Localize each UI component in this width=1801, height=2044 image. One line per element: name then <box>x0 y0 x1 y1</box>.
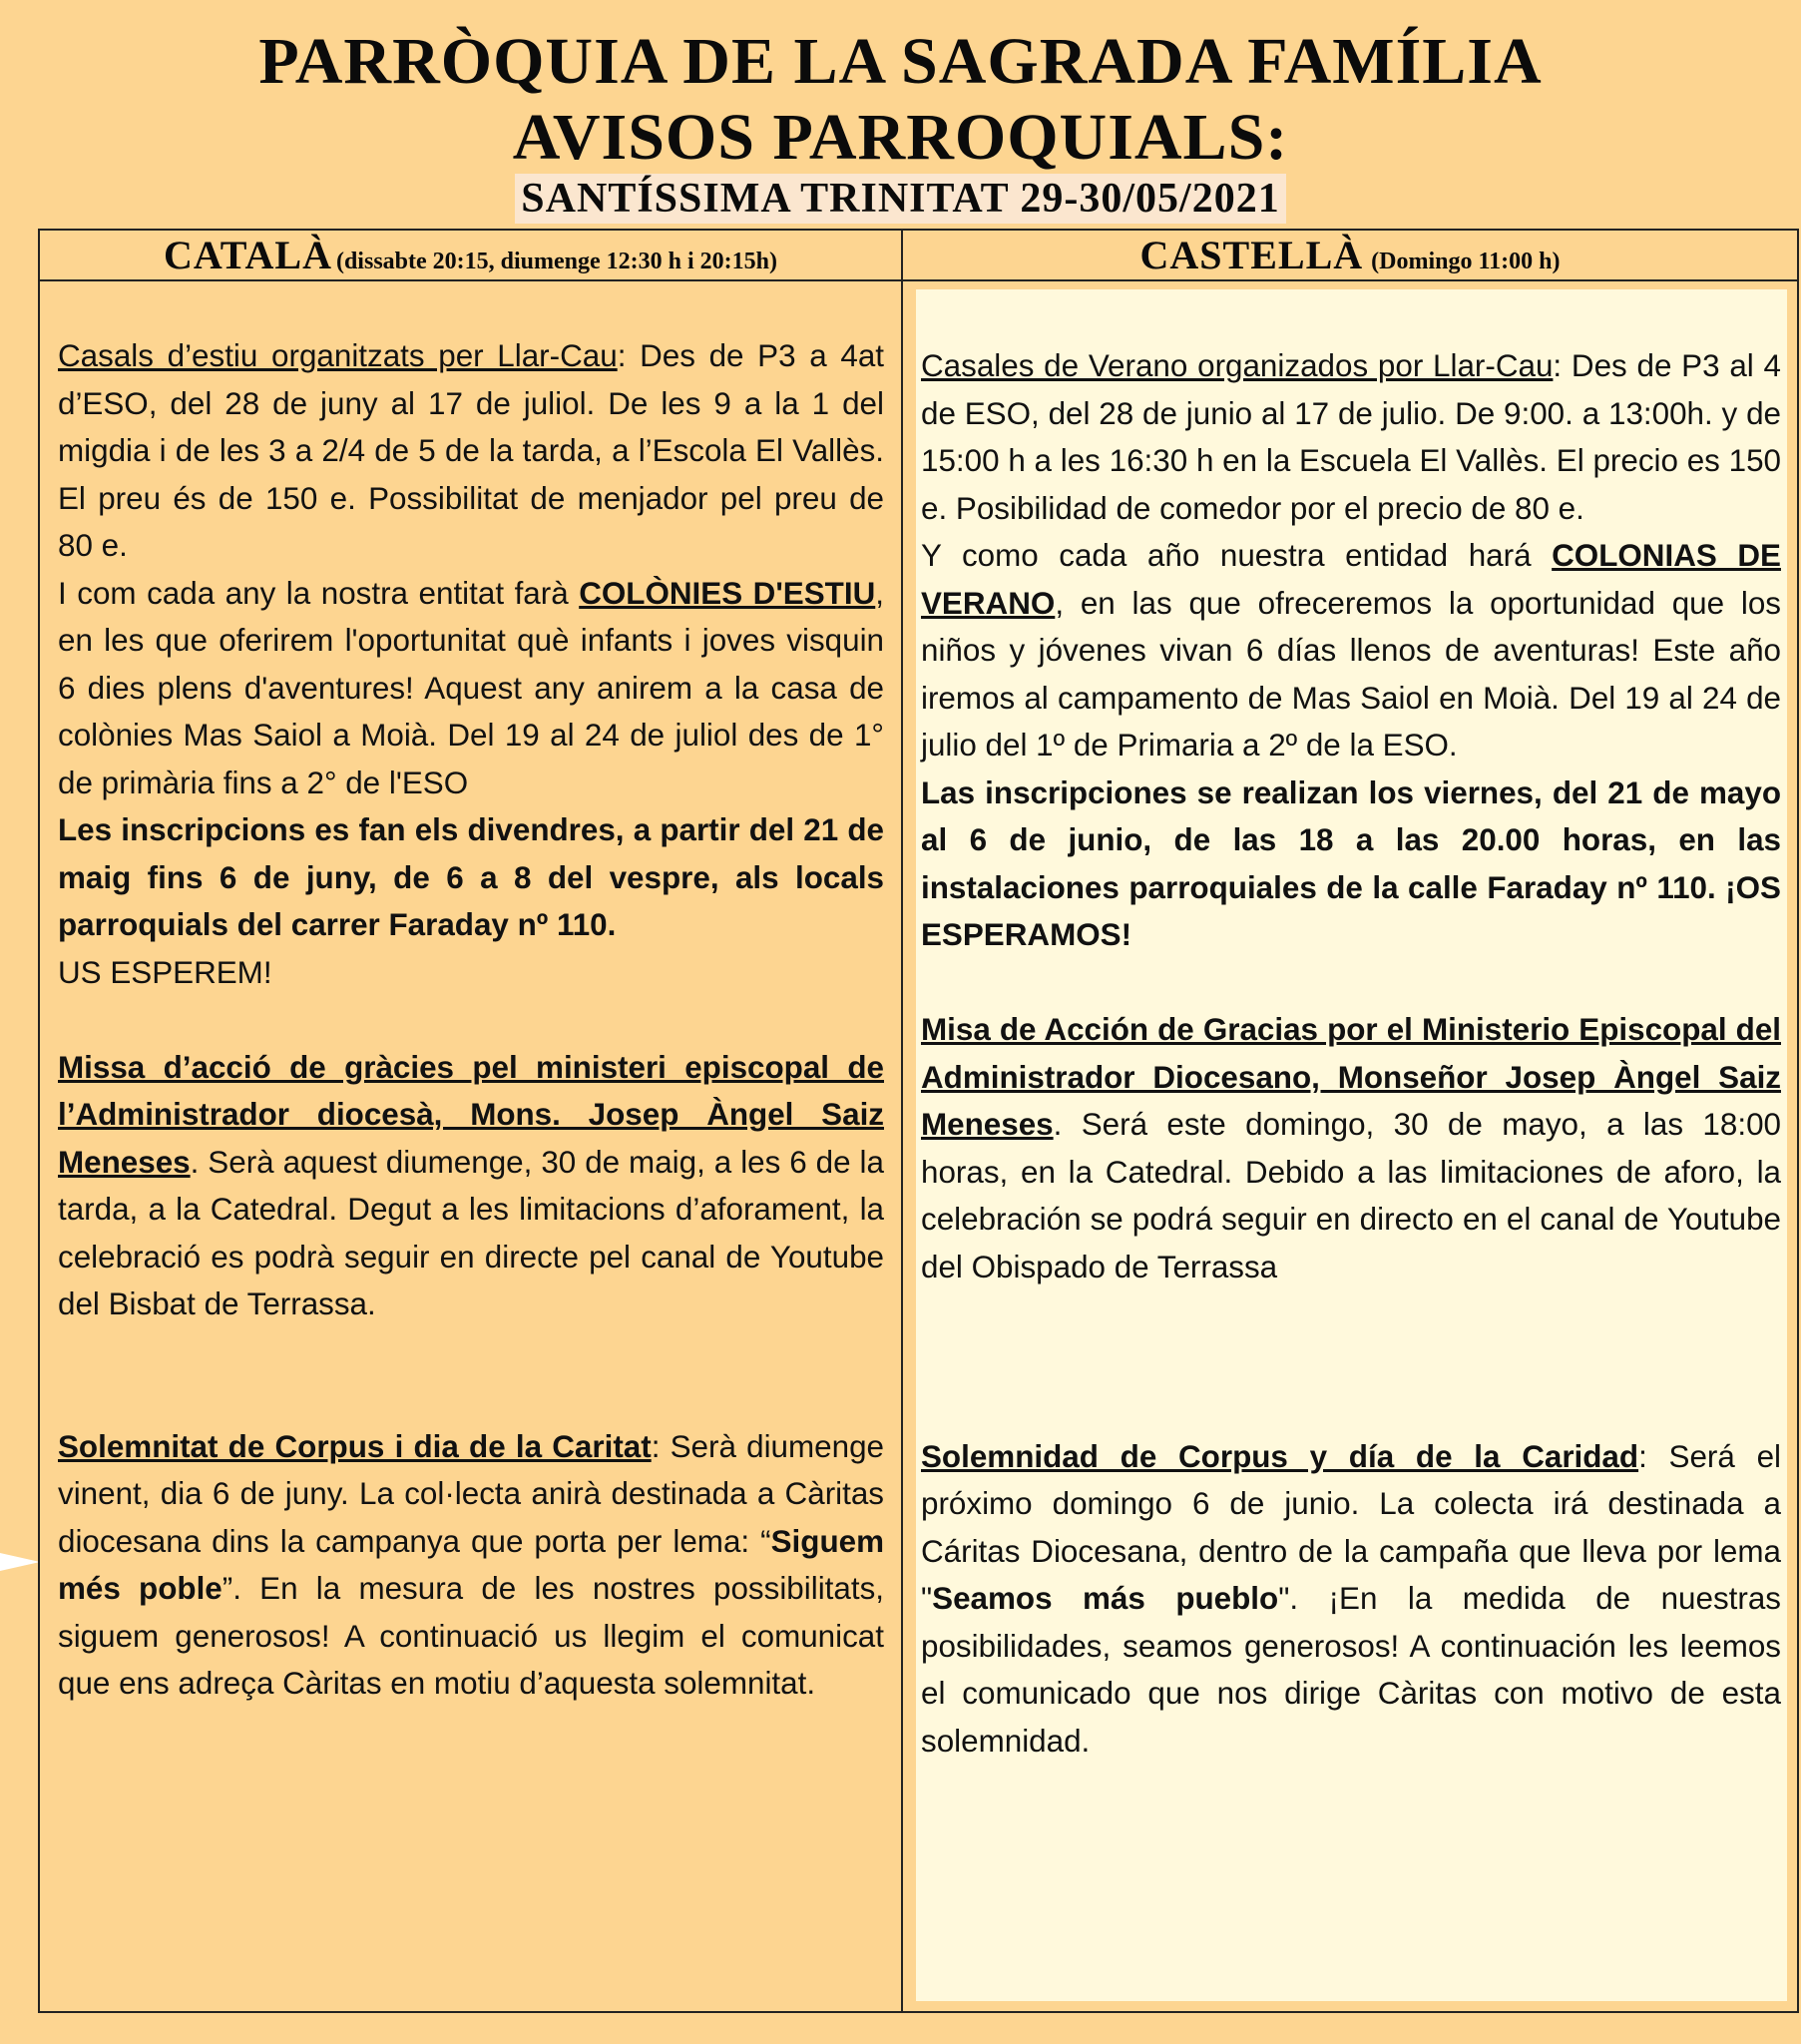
casales-title: Casales de Verano organizados por Llar-Cau <box>921 348 1554 383</box>
colonies-notice <box>58 570 884 807</box>
casals-body: : Des de P3 a 4at d’ESO, del 28 de juny al 17 de juliol. De les 9 a la 1 del migdia i de les 3 a 2/4 de 5 de la tarda, a l’Escola El Vallès. El preu és de 150 e. Possibilitat de menjador pel preu de 80 e. <box>58 338 884 563</box>
corpus-notice <box>58 1423 884 1708</box>
corpus-body-start: : Serà diumenge vinent, dia 6 de juny. La col·lecta anirà destinada a Càritas diocesana dins la campanya que porta per lema: “ <box>58 1428 884 1559</box>
corpus-es-body-start: : Será el próximo domingo 6 de junio. La colecta irá destinada a Cáritas Diocesana, dentro de la campaña que lleva por lema " <box>921 1438 1781 1616</box>
colonies-body: , en les que oferirem l'oportunitat què infants i joves visquin 6 dies plens d'aventures! Aquest any anirem a la casa de colònies Mas Saiol a Moià. Del 19 al 24 de juliol des de 1° de primària fins a 2° de l'ESO <box>58 575 884 800</box>
colonies-title: COLÒNIES D'ESTIU <box>579 575 876 611</box>
spacer <box>58 996 884 1044</box>
catalan-heading: CATALÀ <box>164 233 332 277</box>
missa-body: . Serà aquest diumenge, 30 de maig, a les 6 de la tarda, a la Catedral. Degut a les limitacions d’aforament, la celebració es podrà seguir en directe pel canal de Youtube del Bisbat de Terrassa. <box>58 1144 884 1321</box>
catalan-schedule: (dissabte 20:15, diumenge 12:30 h i 20:15h) <box>335 249 777 274</box>
page-title: PARRÒQUIA DE LA SAGRADA FAMÍLIA <box>258 25 1543 98</box>
casales-notice <box>921 342 1781 532</box>
casals-title: Casals d’estiu organitzats per Llar-Cau <box>58 338 618 373</box>
catalan-column <box>58 332 884 1708</box>
decorative-arrow-shape <box>0 1553 40 1571</box>
colonias-notice <box>921 532 1781 769</box>
catalan-column-header <box>40 231 901 279</box>
colonies-intro: I com cada any la nostra entitat farà <box>58 575 580 611</box>
missa-title: Missa d’acció de gràcies pel ministeri episcopal de l’Administrador diocesà, Mons. Josep Àngel Saiz Meneses <box>58 1049 884 1180</box>
corpus-motto: Siguem més poble <box>58 1523 884 1606</box>
spacer <box>58 1328 884 1376</box>
date-banner: SANTÍSSIMA TRINITAT 29-30/05/2021 <box>515 174 1285 224</box>
colonias-intro: Y como cada año nuestra entidad hará <box>921 538 1553 573</box>
misa-title: Misa de Acción de Gracias por el Ministerio Episcopal del Administrador Diocesano, Monseñor Josep Àngel Saiz Meneses <box>921 1012 1781 1142</box>
spacer <box>58 1375 884 1423</box>
date-banner-wrap <box>0 174 1801 224</box>
inscripciones-text: Las inscripciones se realizan los viernes, del 21 de mayo al 6 de junio, de las 18 a las 20.00 horas, en las instalaciones parroquiales de la calle Faraday nº 110. ¡OS ESPERAMOS! <box>921 774 1781 952</box>
casales-body: : Des de P3 al 4 de ESO, del 28 de junio al 17 de julio. De 9:00. a 13:00h. y de 15:00 h a les 16:30 h en la Escuela El Vallès. El precio es 150 e. Posibilidad de comedor por el precio de 80 e. <box>921 348 1781 526</box>
corpus-body-end: ”. En la mesura de les nostres possibilitats, siguem generosos! A continuació us llegim el comunicat que ens adreça Càritas en motiu d’aquesta solemnitat. <box>58 1571 884 1701</box>
inscriptions-text: Les inscripcions es fan els divendres, a partir del 21 de maig fins 6 de juny, de 6 a 8 del vespre, als locals parroquials del carrer Faraday nº 110. <box>58 812 884 942</box>
corpus-es-title: Solemnidad de Corpus y día de la Caridad <box>921 1438 1639 1474</box>
spacer <box>921 1385 1781 1433</box>
column-divider <box>901 229 903 2013</box>
spacer <box>921 1338 1781 1386</box>
closing-text: US ESPEREM! <box>58 954 272 990</box>
page-subtitle: AVISOS PARROQUIALS: <box>512 101 1289 174</box>
inscripciones-notice <box>921 769 1781 959</box>
spanish-heading: CASTELLÀ <box>1139 233 1364 277</box>
spanish-schedule: (Domingo 11:00 h) <box>1371 249 1561 274</box>
corpus-title: Solemnitat de Corpus i dia de la Caritat <box>58 1428 652 1464</box>
inscriptions-notice <box>58 806 884 949</box>
misa-notice <box>921 1006 1781 1290</box>
corpus-es-notice <box>921 1433 1781 1766</box>
colonias-title: COLONIAS DE VERANO <box>921 538 1781 621</box>
missa-notice <box>58 1044 884 1328</box>
corpus-es-motto: Seamos más pueblo <box>932 1581 1279 1616</box>
misa-body: . Será este domingo, 30 de mayo, a las 18:00 horas, en la Catedral. Debido a las limitaciones de aforo, la celebración se podrá seguir en directo en el canal de Youtube del Obispado de Terrassa <box>921 1107 1781 1284</box>
spacer <box>921 959 1781 1007</box>
spacer <box>921 1290 1781 1338</box>
spanish-column-header <box>903 231 1797 279</box>
spanish-column <box>921 342 1781 1765</box>
header-divider <box>38 279 1799 281</box>
casals-notice <box>58 332 884 570</box>
corpus-es-body-end: ". ¡En la medida de nuestras posibilidades, seamos generosos! A continuación les leemos el comunicado que nos dirige Càritas con motivo de esta solemnidad. <box>921 1581 1781 1759</box>
colonias-body: , en las que ofreceremos la oportunidad que los niños y jóvenes vivan 6 días llenos de aventuras! Este año iremos al campamento de Mas Saiol en Moià. Del 19 al 24 de julio del 1º de Primaria a 2º de la ESO. <box>921 585 1781 763</box>
